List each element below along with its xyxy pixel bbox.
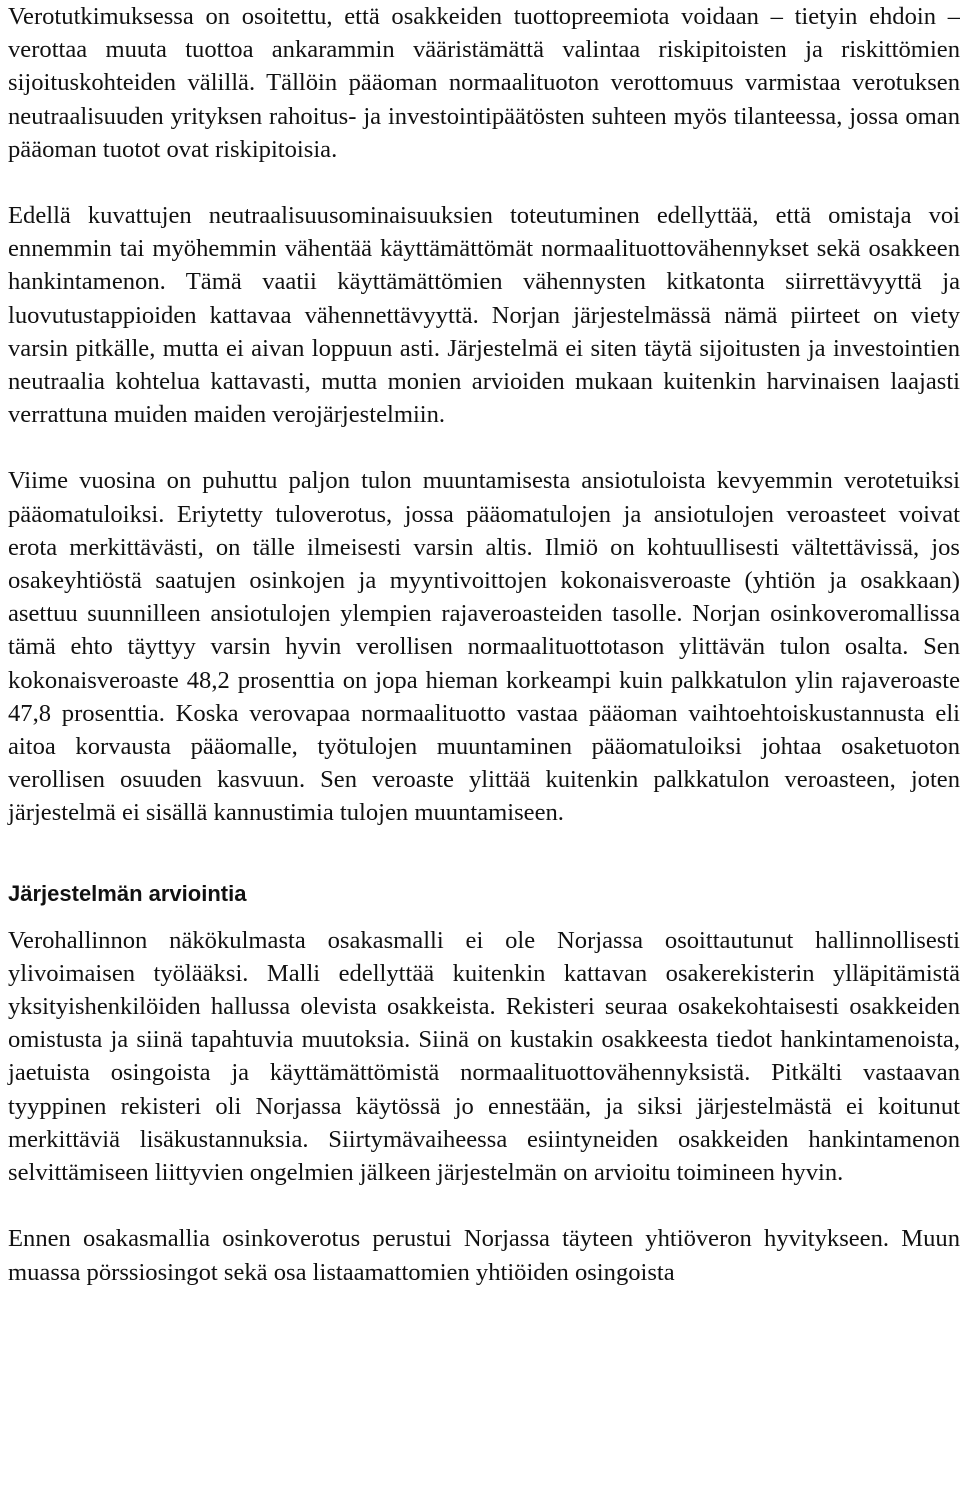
section-heading: Järjestelmän arviointia	[8, 880, 247, 906]
paragraph-verohallinto: Verohallinnon näkökulmasta osakasmalli ei ole Norjassa osoittautunut hallinnollisesti ylivoimaisen työlääksi. Malli edellyttää kuitenkin kattavan osakerekisterin ylläpitämistä yksityishenkilöiden hallussa olevista osakkeista. Rekisteri seuraa osakekohtaisesti osakkeiden omistusta ja siinä tapahtuvia muutoksia. Siinä on kustakin osakkeesta tiedot hankintamenoista, jaetuista osingoista ja käyttämättömistä normaalituottovähennyksistä. Pitkälti vastaavan tyyppinen rekisteri oli Norjassa käytössä jo ennestään, ja siksi järjestelmästä ei koitunut merkittäviä lisäkustannuksia. Siirtymävaiheessa esiintyneiden osakkeiden hankintamenon selvittämiseen liittyvien ongelmien jälkeen järjestelmän on arvioitu toimineen hyvin.	[8, 926, 960, 1187]
paragraph-osinkoverotus: Ennen osakasmallia osinkoverotus perustui Norjassa täyteen yhtiöveron hyvitykseen. Muun muassa pörssiosingot sekä osa listaamattomien yhtiöiden osingoista	[8, 1225, 960, 1286]
paragraph-tuottopreemio: Verotutkimuksessa on osoitettu, että osakkeiden tuottopreemiota voidaan – tietyin ehdoin – verottaa muuta tuottoa ankarammin vääristämättä valintaa riskipitoisten ja riskittömien sijoituskohteiden välillä. Tällöin pääoman normaalituoton verottomuus varmistaa verotuksen neutraalisuuden yrityksen rahoitus- ja investointipäätösten suhteen myös tilanteessa, jossa oman pääoman tuotot ovat riskipitoisia.	[8, 3, 960, 163]
document-page	[8, 0, 960, 1289]
paragraph-tulon-muuntaminen: Viime vuosina on puhuttu paljon tulon muuntamisesta ansiotuloista kevyemmin verotetuiksi pääomatuloiksi. Eriytetty tuloverotus, jossa pääomatulojen ja ansiotulojen veroasteet voivat erota merkittävästi, on tälle ilmeisesti varsin altis. Ilmiö on kohtuullisesti vältettävissä, jos osakeyhtiöstä saatujen osinkojen ja myyntivoittojen kokonaisveroaste (yhtiön ja osakkaan) asettuu suunnilleen ansiotulojen ylempien rajaveroasteiden tasolle. Norjan osinkoveromallissa tämä ehto täyttyy varsin hyvin verollisen normaalituottotason ylittävän tulon osalta. Sen kokonaisveroaste 48,2 prosenttia on jopa hieman korkeampi kuin palkkatulon ylin rajaveroaste 47,8 prosenttia. Koska verovapaa normaalituotto vastaa pääoman vaihtoehtoiskustannusta eli aitoa korvausta pääomalle, työtulojen muuntaminen pääomatuloiksi johtaa osaketuoton verollisen osuuden kasvuun. Sen veroaste ylittää kuitenkin palkkatulon veroasteen, joten järjestelmä ei sisällä kannustimia tulojen muuntamiseen.	[8, 467, 960, 827]
paragraph-neutraalisuus: Edellä kuvattujen neutraalisuusominaisuuksien toteutuminen edellyttää, että omistaja voi ennemmin tai myöhemmin vähentää käyttämättömät normaalituottovähennykset sekä osakkeen hankintamenon. Tämä vaatii käyttämättömien vähennysten kitkatonta siirrettävyyttä ja luovutustappioiden kattavaa vähennettävyyttä. Norjan järjestelmässä nämä piirteet on viety varsin pitkälle, mutta ei aivan loppuun asti. Järjestelmä ei siten täytä sijoitusten ja investointien neutraalia kohtelua kattavasti, mutta monien arvioiden mukaan kuitenkin harvinaisen laajasti verrattuna muiden maiden verojärjestelmiin.	[8, 202, 960, 429]
